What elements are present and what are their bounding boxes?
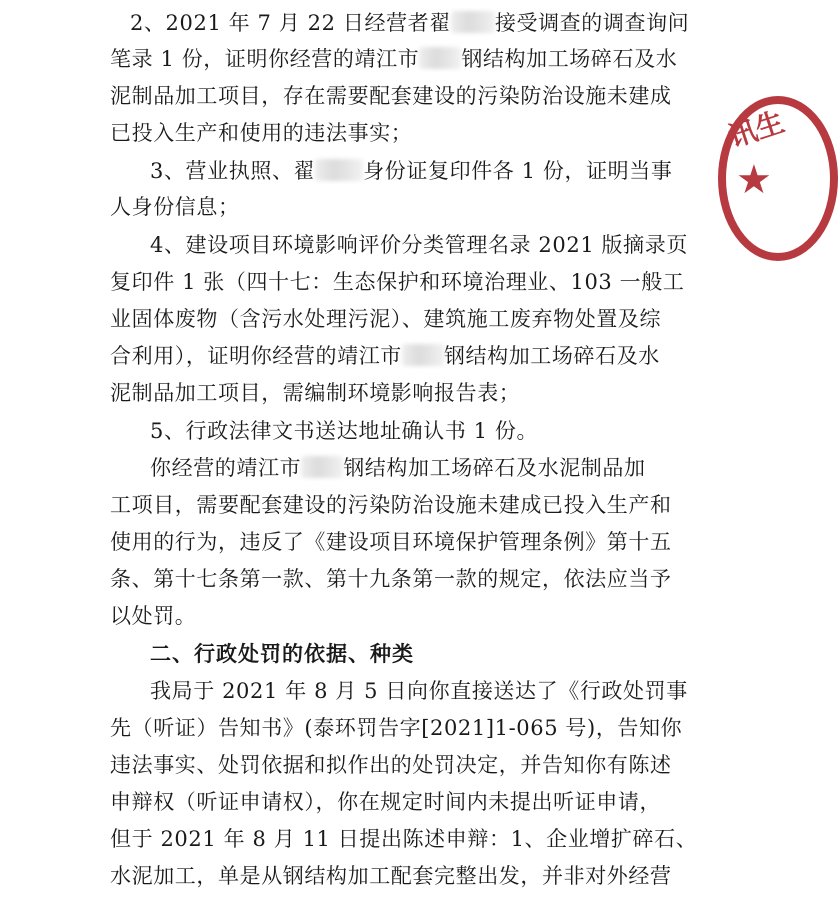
text-line: 4、建设项目环境影响评价分类管理名录 2021 版摘录页 <box>150 233 688 257</box>
text-line: 但于 2021 年 8 月 11 日提出陈述申辩：1、企业增扩碎石、 <box>110 827 698 851</box>
text-line: 条、第十七条第一款、第十九条第一款的规定，依法应当予 <box>110 567 672 591</box>
text-line: 已投入生产和使用的违法事实； <box>110 121 413 145</box>
text-line <box>110 44 677 74</box>
text-segment: 合利用），证明你经营的靖江市 <box>110 344 402 368</box>
text-line: 违法事实、处罚依据和拟作出的处罚决定，并告知你有陈述 <box>110 753 672 777</box>
text-line: 申辩权（听证申请权），你在规定时间内未提出听证申请， <box>110 790 662 814</box>
text-line: 泥制品加工项目，需编制环境影响报告表； <box>110 381 521 405</box>
text-segment: 钢结构加工场碎石及水 <box>461 47 678 71</box>
text-line: 以处罚。 <box>110 604 197 628</box>
text-segment: 接受调查的调查询问 <box>494 11 690 35</box>
section-heading: 二、行政处罚的依据、种类 <box>150 642 414 666</box>
text-line: 水泥加工，单是从钢结构加工配套完整出发，并非对外经营 <box>110 864 672 888</box>
text-segment: 身份证复印件各 1 份，证明当事 <box>363 159 673 183</box>
text-line: 泥制品加工项目，存在需要配套建设的污染防治设施未建成 <box>110 84 672 108</box>
text-line: 我局于 2021 年 8 月 5 日向你直接送达了《行政处罚事 <box>150 679 688 703</box>
text-line: 业固体废物（含污水处理污泥）、建筑施工废弃物处置及综 <box>110 307 662 331</box>
seal-star-icon: ★ <box>736 157 772 203</box>
text-segment: 笔录 1 份，证明你经营的靖江市 <box>110 47 420 71</box>
text-line: 5、行政法律文书送达地址确认书 1 份。 <box>150 419 539 443</box>
text-segment: 你经营的靖江市 <box>150 456 302 480</box>
text-segment: 2、2021 年 7 月 22 日经营者翟 <box>130 11 451 35</box>
text-line: 复印件 1 张（四十七：生态保护和环境治理业、103 一般工 <box>110 270 685 294</box>
redacted-name <box>315 159 363 181</box>
redacted-name <box>451 11 495 33</box>
text-line: 使用的行为，违反了《建设项目环境保护管理条例》第十五 <box>110 530 672 554</box>
redacted-name <box>419 47 461 69</box>
redacted-name <box>301 456 343 478</box>
text-line: 工项目，需要配套建设的污染防治设施未建成已投入生产和 <box>110 493 672 517</box>
seal-text: 讯生 <box>724 105 789 154</box>
text-line <box>130 8 689 38</box>
text-line <box>150 156 672 186</box>
redacted-name <box>402 344 444 366</box>
text-segment: 3、营业执照、翟 <box>150 159 316 183</box>
text-segment: 钢结构加工场碎石及水泥制品加 <box>343 456 646 480</box>
text-line: 人身份信息； <box>110 195 240 219</box>
text-segment: 钢结构加工场碎石及水 <box>443 344 660 368</box>
text-line: 先（听证）告知书》(泰环罚告字[2021]1-065 号)，告知你 <box>110 716 683 740</box>
text-line <box>110 341 660 371</box>
text-line <box>150 453 646 483</box>
